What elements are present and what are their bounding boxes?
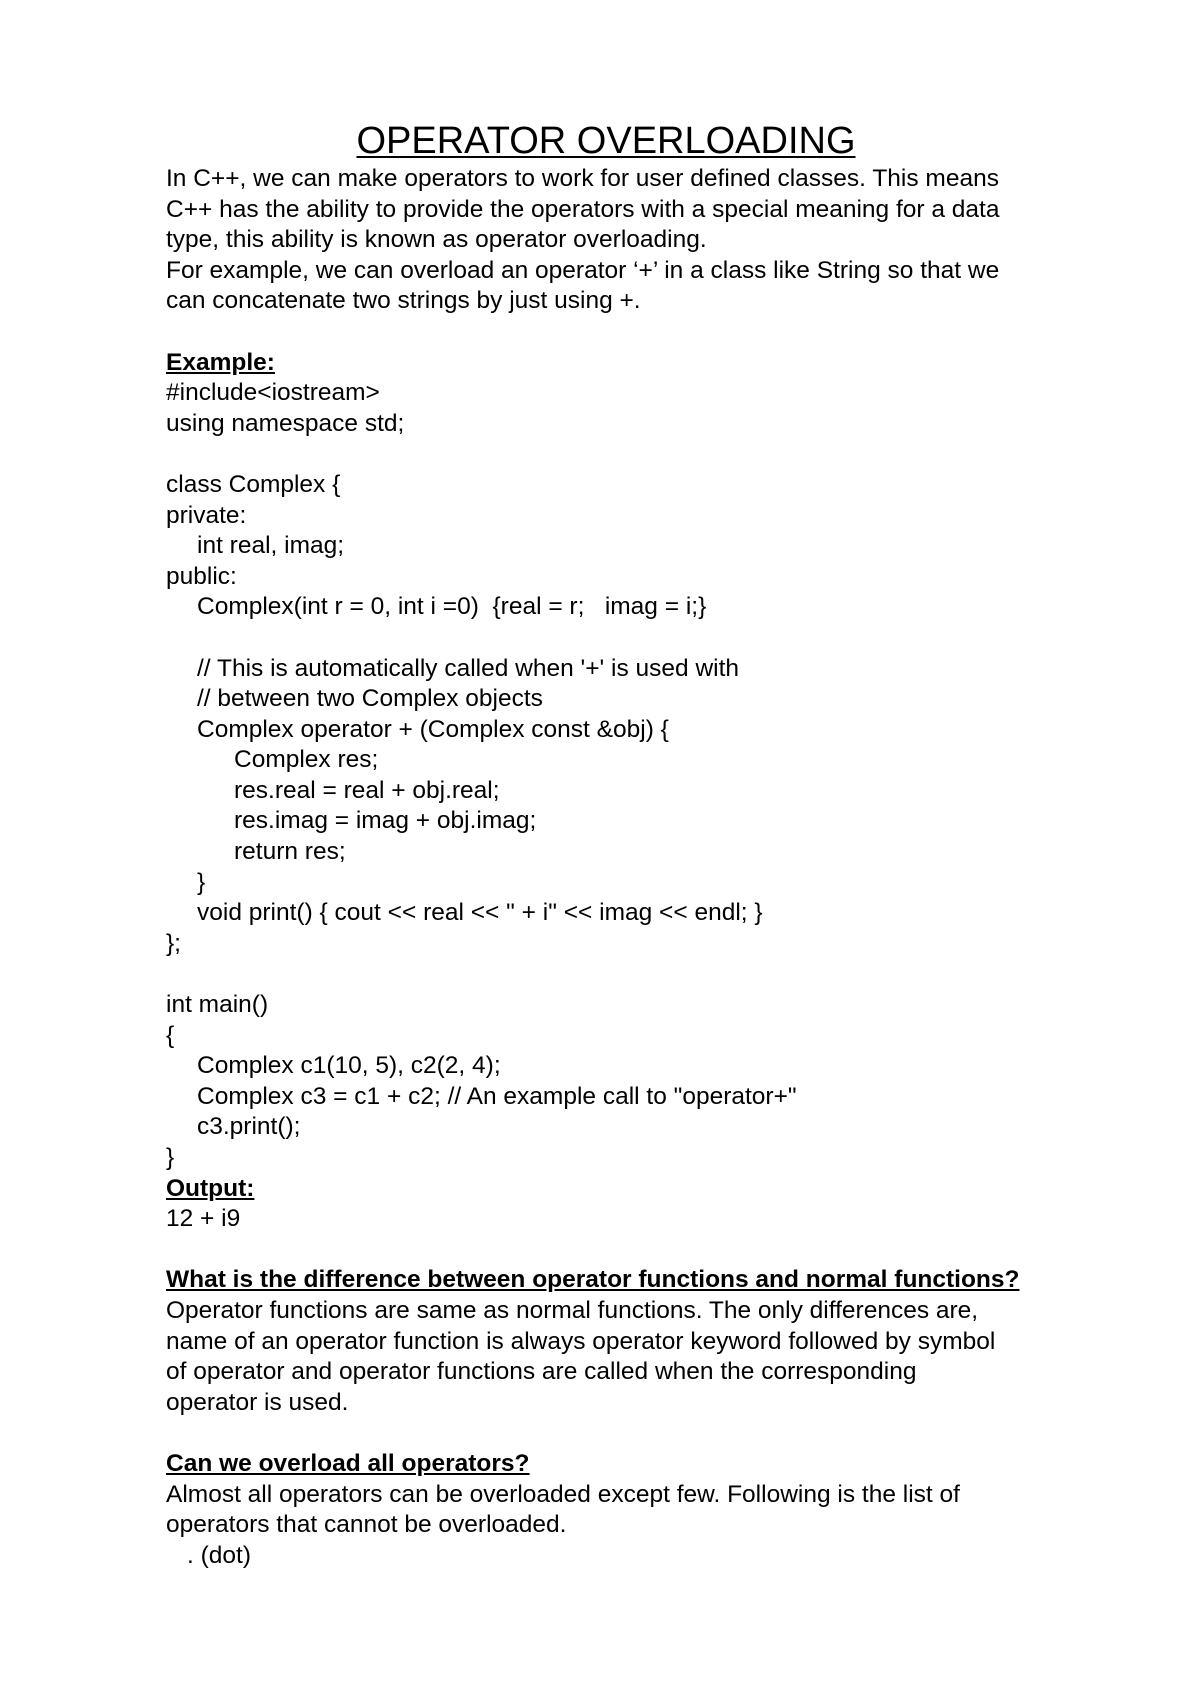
code-line: class Complex { <box>166 470 341 498</box>
code-line: Complex operator + (Complex const &obj) { <box>197 715 669 743</box>
code-line: Complex c3 = c1 + c2; // An example call to "operator+" <box>197 1082 797 1110</box>
code-line: int real, imag; <box>197 532 345 560</box>
code-line: int main() <box>166 991 269 1019</box>
spacer <box>166 959 1096 990</box>
output-heading: Output: <box>166 1174 255 1202</box>
example-heading: Example: <box>166 348 275 376</box>
code-line: } <box>197 868 206 896</box>
code-line: using namespace std; <box>166 409 405 437</box>
intro-line: can concatenate two strings by just using +. <box>166 287 641 315</box>
code-line: private: <box>166 501 247 529</box>
code-line: res.real = real + obj.real; <box>234 776 500 804</box>
spacer <box>166 1235 1096 1266</box>
list-item: . (dot) <box>187 1541 251 1569</box>
code-line: Complex res; <box>234 746 379 774</box>
intro-line: C++ has the ability to provide the operators with a special meaning for a data <box>166 195 1000 223</box>
document-content <box>166 118 1096 1571</box>
overload-text-line: operators that cannot be overloaded. <box>166 1511 567 1539</box>
intro-line: For example, we can overload an operator ‘+’ in a class like String so that we <box>166 256 1000 284</box>
intro-line: In C++, we can make operators to work for user defined classes. This means <box>166 165 999 192</box>
code-line: c3.print(); <box>197 1113 301 1141</box>
code-comment: // This is automatically called when '+' is used with <box>197 654 740 682</box>
difference-heading: What is the difference between operator functions and normal functions? <box>166 1266 1020 1294</box>
spacer <box>166 317 1096 348</box>
code-line: { <box>166 1021 175 1049</box>
overload-heading: Can we overload all operators? <box>166 1449 530 1477</box>
code-line: }; <box>166 929 181 957</box>
code-line: } <box>166 1144 175 1171</box>
spacer <box>166 439 1096 470</box>
difference-text-line: Operator functions are same as normal functions. The only differences are, <box>166 1296 979 1324</box>
code-line: res.imag = imag + obj.imag; <box>234 807 537 835</box>
code-line: return res; <box>234 838 346 866</box>
spacer <box>166 623 1096 654</box>
code-line: public: <box>166 562 237 590</box>
code-line: Complex c1(10, 5), c2(2, 4); <box>197 1052 501 1080</box>
intro-line: type, this ability is known as operator overloading. <box>166 226 707 254</box>
overload-text-line: Almost all operators can be overloaded except few. Following is the list of <box>166 1480 960 1508</box>
page-title: OPERATOR OVERLOADING <box>356 120 856 162</box>
difference-text-line: operator is used. <box>166 1388 349 1416</box>
code-line: Complex(int r = 0, int i =0) {real = r; imag = i;} <box>197 593 707 621</box>
output-value: 12 + i9 <box>166 1205 241 1233</box>
code-line: #include<iostream> <box>166 379 380 407</box>
spacer <box>166 1418 1096 1449</box>
difference-text-line: name of an operator function is always operator keyword followed by symbol <box>166 1327 996 1355</box>
difference-text-line: of operator and operator functions are called when the corresponding <box>166 1358 917 1386</box>
code-line: void print() { cout << real << " + i" << imag << endl; } <box>197 899 763 927</box>
code-comment: // between two Complex objects <box>197 685 543 713</box>
